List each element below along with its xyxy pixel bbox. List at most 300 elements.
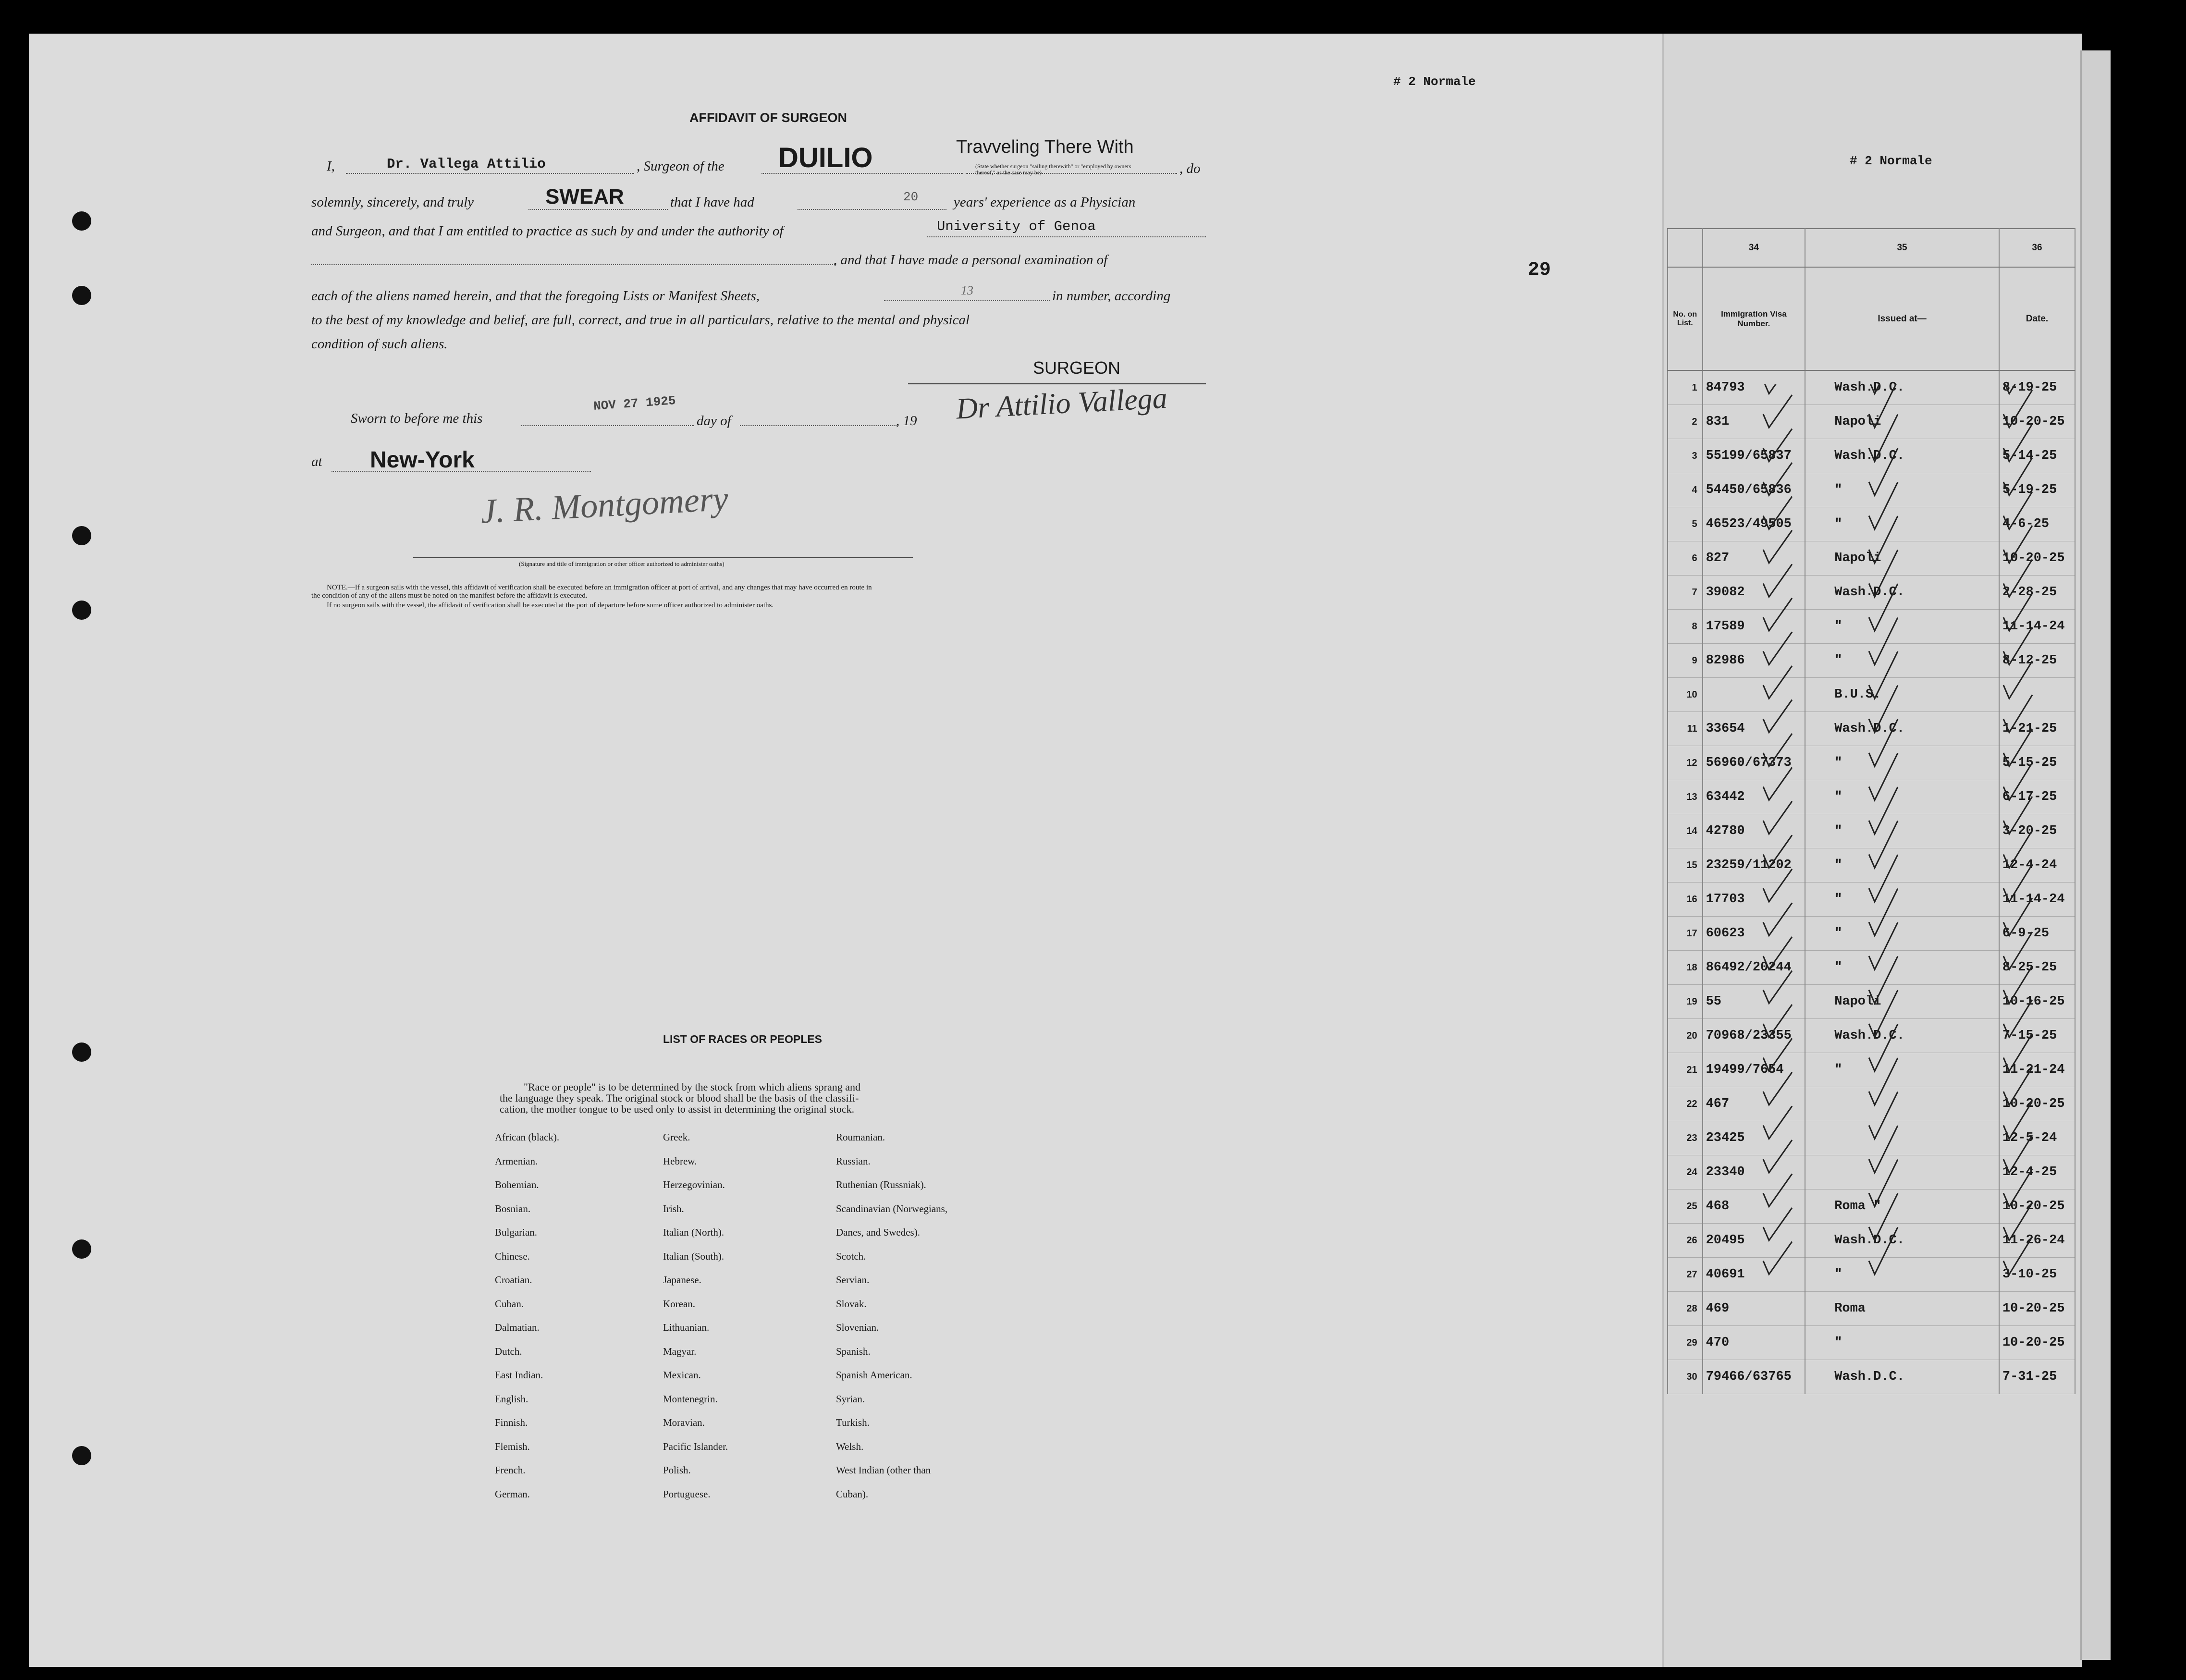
- manifest-cell-visa: 60623: [1703, 917, 1805, 951]
- check-mark: [2003, 526, 2032, 563]
- manifest-cell-visa: 55: [1703, 985, 1805, 1019]
- traveling-note: Travveling There With: [956, 137, 1134, 157]
- manifest-cell-visa: 70968/23355: [1703, 1019, 1805, 1053]
- manifest-cell-no: 29: [1668, 1326, 1703, 1360]
- col-num-empty: [1668, 229, 1703, 267]
- surgeon-signature: Dr Attilio Vallega: [955, 381, 1168, 426]
- check-mark: [1869, 1024, 1898, 1071]
- manifest-cell-date: 3-10-25: [1999, 1258, 2075, 1292]
- race-entry: Slovenian.: [836, 1322, 879, 1333]
- manifest-cell-visa: 79466/63765: [1703, 1360, 1805, 1394]
- check-mark: [1763, 768, 1792, 800]
- check-mark: [1763, 384, 1792, 394]
- manifest-cell-no: 11: [1668, 712, 1703, 746]
- check-mark: [1869, 821, 1898, 868]
- manifest-cell-no: 30: [1668, 1360, 1703, 1394]
- check-mark: [1763, 1106, 1792, 1139]
- handwritten-checkmarks: [1667, 384, 2075, 1489]
- race-entry: Moravian.: [663, 1417, 705, 1428]
- manifest-cell-issued: ": [1805, 780, 1999, 814]
- check-mark: [1869, 956, 1898, 1004]
- manifest-cell-no: 6: [1668, 541, 1703, 576]
- manifest-cell-date: 10-16-25: [1999, 985, 2075, 1019]
- check-mark: [1763, 903, 1792, 936]
- race-entry: Magyar.: [663, 1345, 697, 1357]
- check-mark: [1763, 700, 1792, 733]
- manifest-cell-no: 1: [1668, 370, 1703, 405]
- manifest-cell-visa: 831: [1703, 405, 1805, 439]
- race-entry: Polish.: [663, 1464, 691, 1476]
- manifest-cell-issued: B.U.S.: [1805, 678, 1999, 712]
- manifest-cell-date: 5-19-25: [1999, 473, 2075, 507]
- check-mark: [2003, 560, 2032, 597]
- check-mark: [1869, 1193, 1898, 1240]
- manifest-cell-date: 7-31-25: [1999, 1360, 2075, 1394]
- manifest-cell-visa: 63442: [1703, 780, 1805, 814]
- races-row: [495, 1464, 1028, 1488]
- races-title: LIST OF RACES OR PEOPLES: [663, 1033, 822, 1045]
- line3-prefix: and Surgeon, and that I am entitled to practice as such by and under the authority of: [311, 223, 784, 239]
- manifest-cell-visa: 42780: [1703, 814, 1805, 848]
- manifest-cell-no: 24: [1668, 1155, 1703, 1189]
- manifest-cell-date: 1-21-25: [1999, 712, 2075, 746]
- race-entry: Portuguese.: [663, 1488, 711, 1500]
- col-num-34: 34: [1703, 229, 1805, 267]
- manifest-cell-date: 10-20-25: [1999, 1189, 2075, 1224]
- manifest-cell-issued: ": [1805, 848, 1999, 883]
- place: New-York: [370, 447, 475, 473]
- race-entry: Cuban).: [836, 1488, 869, 1500]
- check-mark: [2003, 1102, 2032, 1139]
- race-entry: Slovak.: [836, 1298, 867, 1310]
- manifest-cell-date: 12-4-24: [1999, 848, 2075, 883]
- race-entry: East Indian.: [495, 1369, 543, 1381]
- note-line1: NOTE.—If a surgeon sails with the vessel, this affidavit of verification shall be executed before an immigration officer at port of arrival, and any changes that may have occurred en route in: [327, 584, 872, 591]
- header-date: Date.: [1999, 267, 2075, 370]
- check-mark: [1869, 753, 1898, 800]
- surgeon-status-note: (State whether surgeon "sailing therewith" or "employed by owners thereof," as the case may be): [975, 163, 1131, 176]
- races-list: [495, 1131, 1028, 1512]
- check-mark: [2003, 492, 2032, 529]
- check-mark: [1869, 651, 1898, 699]
- manifest-cell-no: 21: [1668, 1053, 1703, 1087]
- check-mark: [1869, 990, 1898, 1037]
- manifest-cell-visa: 827: [1703, 541, 1805, 576]
- races-row: [495, 1203, 1028, 1227]
- check-mark: [2003, 1067, 2032, 1105]
- manifest-cell-issued: Napoli: [1805, 985, 1999, 1019]
- surgeon-label: SURGEON: [1033, 358, 1121, 378]
- manifest-cell-date: 11-26-24: [1999, 1224, 2075, 1258]
- manifest-cell-visa: 23425: [1703, 1121, 1805, 1155]
- check-mark: [2003, 763, 2032, 800]
- manifest-cell-issued: ": [1805, 883, 1999, 917]
- race-entry: Roumanian.: [836, 1131, 885, 1143]
- check-mark: [2003, 932, 2032, 969]
- manifest-cell-issued: ": [1805, 917, 1999, 951]
- race-entry: Cuban.: [495, 1298, 524, 1310]
- check-mark: [1869, 1160, 1898, 1207]
- race-entry: Danes, and Swedes).: [836, 1226, 920, 1238]
- check-mark: [2003, 384, 2032, 394]
- check-mark: [1763, 429, 1792, 462]
- check-mark: [2003, 593, 2032, 631]
- years-experience: 20: [903, 190, 919, 204]
- manifest-cell-no: 2: [1668, 405, 1703, 439]
- race-entry: French.: [495, 1464, 526, 1476]
- check-mark: [2003, 424, 2032, 462]
- manifest-cell-no: 5: [1668, 507, 1703, 541]
- manifest-cell-date: 8-12-25: [1999, 644, 2075, 678]
- race-entry: Japanese.: [663, 1274, 701, 1286]
- manifest-cell-issued: Roma: [1805, 1292, 1999, 1326]
- date-stamp: NOV 27 1925: [593, 393, 676, 414]
- manifest-cell-no: 13: [1668, 780, 1703, 814]
- col-num-35: 35: [1805, 229, 1999, 267]
- check-mark: [2003, 1000, 2032, 1037]
- race-entry: Greek.: [663, 1131, 690, 1143]
- note-line3: If no surgeon sails with the vessel, the affidavit of verification shall be executed at the port of departure before some officer authorized to administer oaths.: [327, 601, 774, 609]
- races-row: [495, 1131, 1028, 1155]
- manifest-cell-no: 26: [1668, 1224, 1703, 1258]
- check-mark: [2003, 458, 2032, 495]
- check-mark: [1763, 632, 1792, 665]
- manifest-cell-issued: ": [1805, 610, 1999, 644]
- races-row: [495, 1488, 1028, 1512]
- check-mark: [1763, 1174, 1792, 1207]
- check-mark: [1869, 922, 1898, 969]
- binder-hole: [72, 211, 91, 231]
- check-mark: [1869, 686, 1898, 733]
- manifest-cell-issued: Wash.D.C.: [1805, 1019, 1999, 1053]
- manifest-cell-issued: Wash.D.C.: [1805, 370, 1999, 405]
- manifest-cell-date: 10-20-25: [1999, 1292, 2075, 1326]
- manifest-cell-date: 11-14-24: [1999, 883, 2075, 917]
- races-row: [495, 1393, 1028, 1417]
- race-entry: Russian.: [836, 1155, 871, 1167]
- manifest-cell-no: 10: [1668, 678, 1703, 712]
- check-mark: [2003, 1203, 2032, 1240]
- race-entry: Mexican.: [663, 1369, 701, 1381]
- affidavit-title: AFFIDAVIT OF SURGEON: [689, 110, 847, 125]
- race-entry: Servian.: [836, 1274, 870, 1286]
- check-mark: [1763, 937, 1792, 969]
- races-row: [495, 1226, 1028, 1251]
- check-mark: [2003, 898, 2032, 936]
- manifest-cell-date: 10-20-25: [1999, 405, 2075, 439]
- manifest-cell-issued: Wash.D.C.: [1805, 1360, 1999, 1394]
- page-edge: [2080, 50, 2111, 1660]
- binder-hole: [72, 286, 91, 305]
- manifest-cell-no: 16: [1668, 883, 1703, 917]
- races-intro-1: "Race or people" is to be determined by the stock from which aliens sprang and: [524, 1081, 860, 1093]
- manifest-cell-visa: 86492/20244: [1703, 951, 1805, 985]
- check-mark: [1763, 598, 1792, 631]
- manifest-cell-issued: Wash.D.C.: [1805, 576, 1999, 610]
- races-row: [495, 1274, 1028, 1298]
- manifest-cell-date: 5-14-25: [1999, 439, 2075, 473]
- manifest-cell-issued: Wash.D.C.: [1805, 439, 1999, 473]
- race-entry: Flemish.: [495, 1440, 530, 1452]
- race-entry: Bulgarian.: [495, 1226, 538, 1238]
- note-line2: the condition of any of the aliens must be noted on the manifest before the affidavit is executed.: [311, 592, 588, 600]
- races-row: [495, 1322, 1028, 1346]
- manifest-cell-issued: Roma ": [1805, 1189, 1999, 1224]
- check-mark: [1763, 1072, 1792, 1105]
- at-label: at: [311, 454, 322, 469]
- authority: University of Genoa: [937, 219, 1096, 234]
- sworn-prefix: Sworn to before me this: [351, 411, 483, 426]
- ship-name: DUILIO: [778, 142, 873, 173]
- check-mark: [1763, 734, 1792, 766]
- races-row: [495, 1298, 1028, 1322]
- header-visa: Immigration Visa Number.: [1703, 267, 1805, 370]
- swear-word: SWEAR: [545, 185, 624, 208]
- check-mark: [1869, 787, 1898, 834]
- check-mark: [2003, 661, 2032, 699]
- manifest-cell-no: 12: [1668, 746, 1703, 780]
- race-entry: Chinese.: [495, 1250, 530, 1262]
- check-mark: [1869, 516, 1898, 563]
- race-entry: Montenegrin.: [663, 1393, 718, 1405]
- race-entry: Dutch.: [495, 1345, 522, 1357]
- race-entry: Scotch.: [836, 1250, 866, 1262]
- manifest-cell-date: 8-19-25: [1999, 370, 2075, 405]
- header-no: No. on List.: [1668, 267, 1703, 370]
- race-entry: Italian (North).: [663, 1226, 725, 1238]
- line2-mid: that I have had: [670, 195, 754, 210]
- line4-end: , and that I have made a personal examination of: [834, 252, 1108, 268]
- check-mark: [2003, 1135, 2032, 1173]
- manifest-cell-date: 7-15-25: [1999, 1019, 2075, 1053]
- race-entry: Armenian.: [495, 1155, 538, 1167]
- race-entry: Korean.: [663, 1298, 696, 1310]
- line1-end: , do: [1179, 161, 1201, 176]
- check-mark: [1763, 463, 1792, 495]
- races-row: [495, 1369, 1028, 1393]
- race-entry: Spanish.: [836, 1345, 871, 1357]
- manifest-cell-visa: 33654: [1703, 712, 1805, 746]
- check-mark: [1869, 618, 1898, 665]
- check-mark: [2003, 390, 2032, 428]
- line2-end: years' experience as a Physician: [954, 195, 1136, 210]
- manifest-cell-issued: ": [1805, 644, 1999, 678]
- check-mark: [1763, 1039, 1792, 1071]
- check-mark: [2003, 695, 2032, 733]
- sworn-day: day of: [697, 413, 731, 429]
- col-num-36: 36: [1999, 229, 2075, 267]
- check-mark: [2003, 831, 2032, 868]
- manifest-cell-no: 9: [1668, 644, 1703, 678]
- check-mark: [1763, 395, 1792, 428]
- manifest-cell-visa: 19499/7654: [1703, 1053, 1805, 1087]
- binder-hole: [72, 1446, 91, 1465]
- race-entry: Finnish.: [495, 1417, 528, 1428]
- check-mark: [2003, 1034, 2032, 1071]
- check-mark: [1763, 497, 1792, 529]
- manifest-cell-date: 5-15-25: [1999, 746, 2075, 780]
- manifest-cell-issued: Wash.D.C.: [1805, 712, 1999, 746]
- manifest-cell-issued: ": [1805, 814, 1999, 848]
- manifest-cell-issued: Wash.D.C.: [1805, 1224, 1999, 1258]
- manifest-cell-issued: ": [1805, 951, 1999, 985]
- race-entry: Spanish American.: [836, 1369, 912, 1381]
- manifest-cell-no: 3: [1668, 439, 1703, 473]
- manifest-cell-visa: 17589: [1703, 610, 1805, 644]
- check-mark: [2003, 797, 2032, 834]
- manifest-cell-date: 10-20-25: [1999, 1326, 2075, 1360]
- check-mark: [1763, 1140, 1792, 1173]
- check-mark: [1869, 550, 1898, 597]
- race-entry: Lithuanian.: [663, 1322, 710, 1333]
- manifest-cell-visa: 39082: [1703, 576, 1805, 610]
- manifest-cell-no: 28: [1668, 1292, 1703, 1326]
- race-entry: Welsh.: [836, 1440, 864, 1452]
- manifest-cell-no: 8: [1668, 610, 1703, 644]
- check-mark: [1869, 889, 1898, 936]
- manifest-cell-date: 11-14-24: [1999, 610, 2075, 644]
- manifest-cell-issued: ": [1805, 1258, 1999, 1292]
- manifest-cell-date: 10-20-25: [1999, 541, 2075, 576]
- race-entry: Italian (South).: [663, 1250, 725, 1262]
- check-mark: [1869, 1126, 1898, 1173]
- manifest-cell-no: 14: [1668, 814, 1703, 848]
- races-row: [495, 1417, 1028, 1441]
- races-row: [495, 1251, 1028, 1275]
- manifest-cell-no: 23: [1668, 1121, 1703, 1155]
- manifest-cell-visa: 17703: [1703, 883, 1805, 917]
- check-mark: [1763, 801, 1792, 834]
- check-mark: [1869, 482, 1898, 529]
- check-mark: [1763, 666, 1792, 699]
- manifest-cell-date: 8-25-25: [1999, 951, 2075, 985]
- manifest-cell-no: 27: [1668, 1258, 1703, 1292]
- races-row: [495, 1441, 1028, 1465]
- check-mark: [1869, 719, 1898, 766]
- manifest-cell-issued: ": [1805, 507, 1999, 541]
- manifest-cell-visa: 82986: [1703, 644, 1805, 678]
- manifest-cell-visa: 470: [1703, 1326, 1805, 1360]
- race-entry: Hebrew.: [663, 1155, 697, 1167]
- check-mark: [1763, 835, 1792, 868]
- races-row: [495, 1346, 1028, 1370]
- manifest-cell-issued: ": [1805, 1326, 1999, 1360]
- check-mark: [1869, 584, 1898, 631]
- check-mark: [1763, 1242, 1792, 1275]
- margin-note-top-right: # 2 Normale: [1850, 154, 1932, 168]
- manifest-cell-visa: 84793: [1703, 370, 1805, 405]
- check-mark: [1763, 564, 1792, 597]
- manifest-cell-no: 17: [1668, 917, 1703, 951]
- line7: condition of such aliens.: [311, 336, 448, 352]
- line2-prefix: solemnly, sincerely, and truly: [311, 195, 474, 210]
- manifest-cell-visa: 56960/67373: [1703, 746, 1805, 780]
- check-mark: [1763, 869, 1792, 902]
- binder-hole: [72, 1239, 91, 1259]
- race-entry: Ruthenian (Russniak).: [836, 1179, 926, 1190]
- check-mark: [1869, 448, 1898, 495]
- race-entry: Dalmatian.: [495, 1322, 540, 1333]
- manifest-cell-no: 4: [1668, 473, 1703, 507]
- check-mark: [1869, 855, 1898, 902]
- check-mark: [1763, 530, 1792, 563]
- check-mark: [1763, 1208, 1792, 1240]
- races-row: [495, 1155, 1028, 1179]
- race-entry: Irish.: [663, 1202, 684, 1214]
- check-mark: [2003, 729, 2032, 766]
- line1-prefix: I,: [327, 159, 335, 174]
- manifest-cell-issued: Napoli: [1805, 541, 1999, 576]
- check-mark: [2003, 627, 2032, 665]
- manifest-cell-no: 15: [1668, 848, 1703, 883]
- race-entry: Syrian.: [836, 1393, 865, 1405]
- manifest-cell-visa: 23340: [1703, 1155, 1805, 1189]
- race-entry: Pacific Islander.: [663, 1440, 728, 1452]
- manifest-cell-visa: 54450/65836: [1703, 473, 1805, 507]
- manifest-cell-date: 12-5-24: [1999, 1121, 2075, 1155]
- race-entry: Bosnian.: [495, 1202, 531, 1214]
- manifest-cell-visa: 20495: [1703, 1224, 1805, 1258]
- manifest-cell-visa: 468: [1703, 1189, 1805, 1224]
- check-mark: [1869, 1227, 1898, 1275]
- line1-mid: , Surgeon of the: [637, 159, 725, 174]
- manifest-cell-issued: ": [1805, 746, 1999, 780]
- race-entry: Bohemian.: [495, 1179, 539, 1190]
- race-entry: Croatian.: [495, 1274, 532, 1286]
- manifest-cell-issued: ": [1805, 473, 1999, 507]
- manifest-cell-visa: 469: [1703, 1292, 1805, 1326]
- manifest-cell-date: 4-6-25: [1999, 507, 2075, 541]
- manifest-cell-date: 6-17-25: [1999, 780, 2075, 814]
- sworn-year: , 19: [896, 413, 917, 429]
- margin-note-top-left: # 2 Normale: [1393, 74, 1476, 89]
- header-issued: Issued at—: [1805, 267, 1999, 370]
- race-entry: African (black).: [495, 1131, 560, 1143]
- manifest-cell-visa: 46523/49505: [1703, 507, 1805, 541]
- check-mark: [1869, 1058, 1898, 1105]
- manifest-cell-date: 2-28-25: [1999, 576, 2075, 610]
- binder-hole: [72, 526, 91, 545]
- manifest-cell-no: 20: [1668, 1019, 1703, 1053]
- race-entry: Turkish.: [836, 1417, 870, 1428]
- manifest-cell-date: 3-20-25: [1999, 814, 2075, 848]
- manifest-cell-no: 18: [1668, 951, 1703, 985]
- line5-prefix: each of the aliens named herein, and that the foregoing Lists or Manifest Sheets,: [311, 288, 760, 304]
- races-intro-2: the language they speak. The original stock or blood shall be the basis of the classifi-: [500, 1092, 859, 1104]
- check-mark: [2003, 1237, 2032, 1275]
- check-mark: [2003, 966, 2032, 1004]
- check-mark: [1763, 971, 1792, 1004]
- check-mark: [2003, 1169, 2032, 1207]
- manifest-cell-issued: ": [1805, 1053, 1999, 1087]
- manifest-cell-visa: 467: [1703, 1087, 1805, 1121]
- check-mark: [1763, 1005, 1792, 1037]
- line5-end: in number, according: [1052, 288, 1171, 304]
- races-row: [495, 1179, 1028, 1203]
- manifest-cell-visa: 40691: [1703, 1258, 1805, 1292]
- races-intro-3: cation, the mother tongue to be used only to assist in determining the original stock.: [500, 1103, 855, 1115]
- race-entry: Herzegovinian.: [663, 1179, 725, 1190]
- race-entry: Scandinavian (Norwegians,: [836, 1202, 948, 1214]
- binder-hole: [72, 1042, 91, 1062]
- page-number: 29: [1528, 259, 1551, 281]
- manifest-cell-visa: 55199/65837: [1703, 439, 1805, 473]
- surgeon-name: Dr. Vallega Attilio: [387, 156, 546, 172]
- manifest-cell-date: 6-9-25: [1999, 917, 2075, 951]
- manifest-cell-date: 10-20-25: [1999, 1087, 2075, 1121]
- manifest-cell-visa: 23259/11202: [1703, 848, 1805, 883]
- official-caption: (Signature and title of immigration or other officer authorized to administer oaths): [519, 560, 725, 567]
